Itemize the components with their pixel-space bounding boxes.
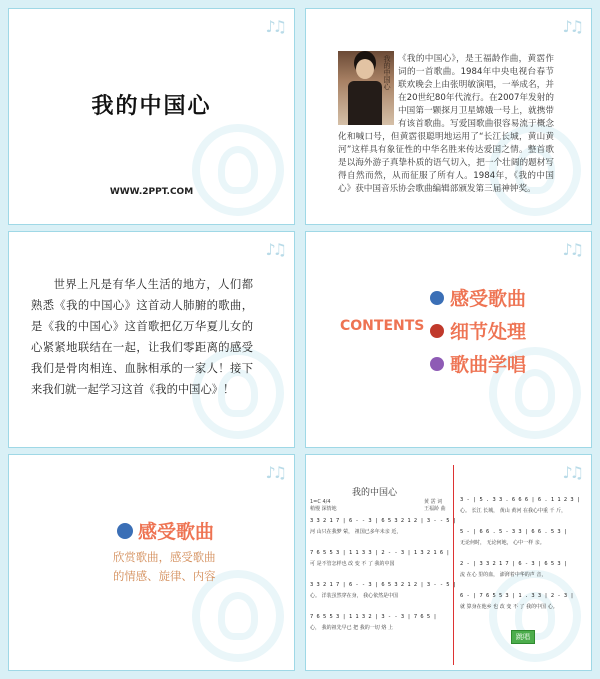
slide-paragraph[interactable]	[8, 231, 295, 448]
bullet-dot-icon	[430, 357, 444, 371]
section-subtitle: 欣赏歌曲，感受歌曲 的情感、旋律、内容	[113, 550, 216, 583]
bullet-dot-icon	[430, 324, 444, 338]
site-url: WWW.2PPT.COM	[109, 187, 194, 197]
lyric-line: 就 算身在他乡 也 改 变 不 了 我的中国 心。	[460, 604, 558, 610]
slide-contents[interactable]	[305, 231, 592, 448]
music-notes-icon: ♪♫	[265, 17, 284, 36]
lyric-line: 心。 长江 长城， 黄山 黄河 在我心中重 千 斤，	[460, 508, 567, 514]
bullet-dot-icon	[117, 523, 133, 539]
song-description: 《我的中国心》，是王福龄作曲，黄霑作词的一首歌曲。1984年中央电视台春节联欢晚会上由张明敏演唱，一举成名，并在20世纪80年代流行。在2007年发射的中国第一颗探月卫星嫦娥一号上，就携带有该首歌曲。写爱国歌曲很容易流于概念化和喊口号，但黄霑很聪明地运用了“长江长城，黄山黄河”这样具有象征性的中华名胜来传达爱国之情。整首歌是以海外游子真挚朴质的语气切入，把一个壮阔的题材写得自然而然，从而征服了所有人。1984年，《我的中国心》获中国音乐协会歌曲编辑部颁发第三届神钟奖。	[338, 54, 554, 194]
slide-score[interactable]	[305, 454, 592, 671]
sing-button[interactable]: 跳唱	[511, 630, 535, 644]
slide-title-text: 我的中国心	[91, 94, 212, 119]
slide-intro[interactable]	[305, 8, 592, 225]
section-heading: 感受歌曲	[117, 517, 214, 544]
music-notes-icon: ♪♫	[265, 240, 284, 259]
score-line: 5 - | 6 6 . 5 - 3 3 | 6 6 . 5 3 |	[460, 529, 568, 535]
page-divider	[453, 465, 454, 665]
contents-item[interactable]: 细节处理	[430, 317, 526, 344]
slide-section[interactable]	[8, 454, 295, 671]
slide-title[interactable]	[8, 8, 295, 225]
music-notes-icon: ♪♫	[562, 463, 581, 482]
score-line: 7 6 5 5 3 | 1 1 3 3 | 2 - - 3 | 1 3 2 1 6 |	[310, 550, 450, 556]
lyric-line: 流 在心 里的血， 澎湃着中华的声 音，	[460, 572, 547, 578]
contents-label: CONTENTS	[340, 318, 425, 334]
score-line: 3 3 2 1 7 | 6 - - 3 | 6 5 3 2 1 2 | 3 - - 5 |	[310, 582, 457, 588]
score-line: 2 - | 3 3 2 1 7 | 6 - 3 | 6 5 3 |	[460, 561, 568, 567]
score-line: 7 6 5 5 3 | 1 1 3 2 | 3 - - 3 | 7 6 5 |	[310, 614, 437, 620]
score-line: 3 3 2 1 7 | 6 - - 3 | 6 5 3 2 1 2 | 3 - - 5 |	[310, 518, 457, 524]
lyric-line: 可 是不管怎样也 改 变 不 了 我的中国	[310, 561, 395, 567]
music-notes-icon: ♪♫	[562, 240, 581, 259]
lyric-line: 心， 我的祖先早已 把 我的一切 烙 上	[310, 625, 393, 631]
bullet-dot-icon	[430, 291, 444, 305]
photo-caption: 我的中国心	[383, 55, 391, 90]
score-line: 3 - | 5 . 3 3 . 6 6 6 | 6 . 1 1 2 3 |	[460, 497, 581, 503]
music-notes-icon: ♪♫	[265, 463, 284, 482]
contents-list	[430, 284, 526, 383]
intro-paragraph: 世界上凡是有华人生活的地方，人们都熟悉《我的中国心》这首动人肺腑的歌曲，是《我的中国心》这首歌把亿万华夏儿女的心紧紧地联结在一起，让我们零距离的感受我们是骨肉相连、血脉相承的一家人！接下来我们就一起学习这首《我的中国心》！	[31, 278, 253, 396]
watermark-logo-icon	[192, 124, 284, 216]
score-title: 我的中国心	[352, 488, 398, 498]
score-line: 6 - | 7 6 5 5 3 | 1 . 3 3 | 2 - 3 |	[460, 593, 574, 599]
score-credits: 黄 霑 词 王福龄 曲	[424, 499, 446, 512]
lyric-line: 河 山只在我梦 萦， 祖国已多年未亲 近，	[310, 529, 402, 535]
contents-item[interactable]: 感受歌曲	[430, 284, 526, 311]
contents-item[interactable]: 歌曲学唱	[430, 350, 526, 377]
score-key: 1=C 4/4 稍慢 深情地	[310, 499, 337, 512]
watermark-logo-icon	[489, 570, 581, 662]
music-notes-icon: ♪♫	[562, 17, 581, 36]
lyric-line: 无论何时， 无论何地， 心中一样 亲。	[460, 540, 545, 546]
lyric-line: 心。 洋装虽然穿在身， 我心依然是中国	[310, 593, 399, 599]
